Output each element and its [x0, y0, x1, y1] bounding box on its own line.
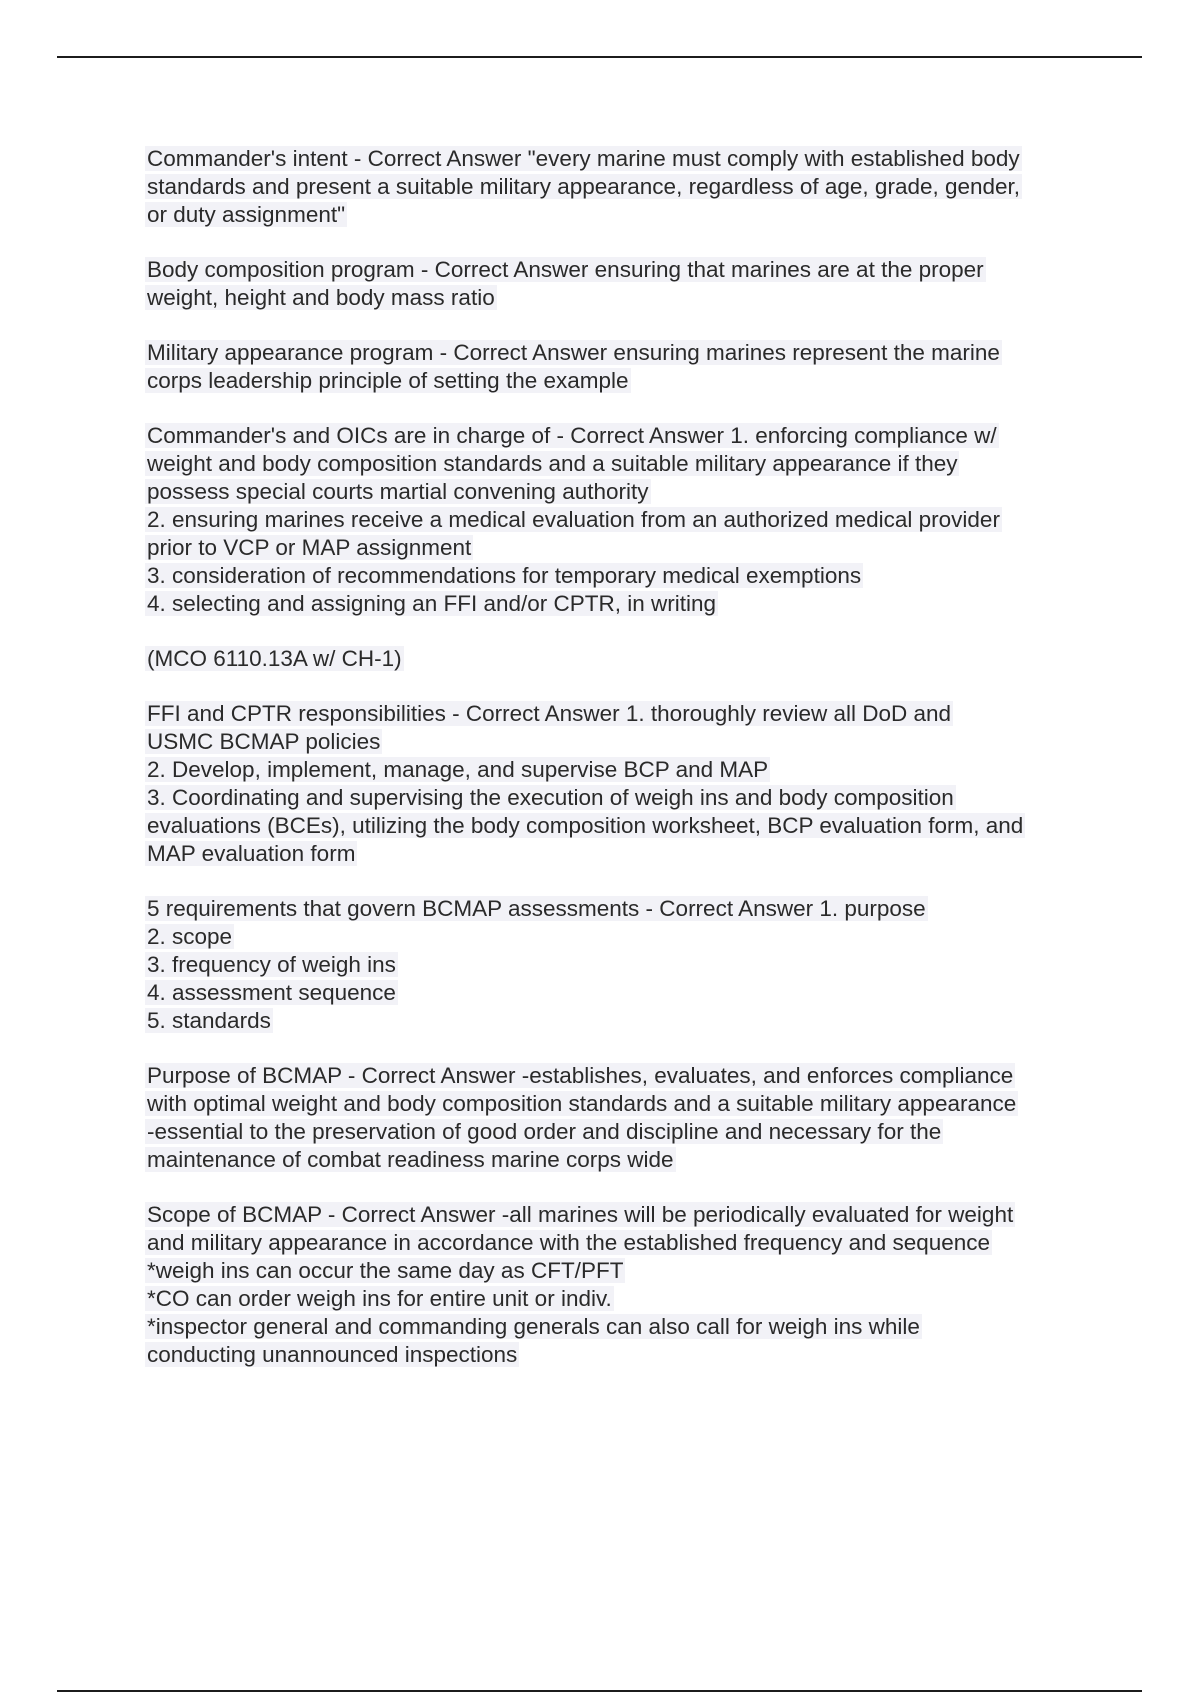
- qa-entry-ffi-cptr-responsibilities: [145, 700, 1085, 868]
- text-line: with optimal weight and body composition standards and a suitable military appearance: [147, 1091, 1017, 1116]
- text-line: Scope of BCMAP - Correct Answer -all marines will be periodically evaluated for weight: [147, 1202, 1014, 1227]
- text-line: Military appearance program - Correct Answer ensuring marines represent the marine: [147, 340, 1000, 365]
- qa-entry-commanders-oics: [145, 422, 1085, 618]
- text-line: Body composition program - Correct Answer ensuring that marines are at the proper: [147, 257, 984, 282]
- text-line: FFI and CPTR responsibilities - Correct Answer 1. thoroughly review all DoD and: [147, 701, 952, 726]
- text-line: 5 requirements that govern BCMAP assessments - Correct Answer 1. purpose: [147, 896, 926, 921]
- text-line: -essential to the preservation of good order and discipline and necessary for the: [147, 1119, 942, 1144]
- text-line: weight, height and body mass ratio: [147, 285, 495, 310]
- text-line: 4. selecting and assigning an FFI and/or CPTR, in writing: [147, 591, 717, 616]
- text-line: possess special courts martial convening authority: [147, 479, 649, 504]
- text-line: weight and body composition standards and a suitable military appearance if they: [147, 451, 958, 476]
- header-rule: [57, 56, 1142, 58]
- text-line: or duty assignment": [147, 202, 346, 227]
- qa-entry-bcmap-requirements: [145, 895, 1085, 1035]
- document-body: [145, 145, 1085, 1396]
- qa-entry-commanders-intent: [145, 145, 1085, 229]
- text-line: Purpose of BCMAP - Correct Answer -establishes, evaluates, and enforces compliance: [147, 1063, 1014, 1088]
- text-line: standards and present a suitable military appearance, regardless of age, grade, gender,: [147, 174, 1021, 199]
- text-line: Commander's and OICs are in charge of - Correct Answer 1. enforcing compliance w/: [147, 423, 997, 448]
- text-line: 2. scope: [147, 924, 233, 949]
- text-line: MAP evaluation form: [147, 841, 356, 866]
- text-line: Commander's intent - Correct Answer "every marine must comply with established body: [147, 146, 1020, 171]
- qa-entry-scope-of-bcmap: [145, 1201, 1085, 1369]
- text-line: (MCO 6110.13A w/ CH-1): [147, 646, 402, 671]
- footer-rule: [57, 1690, 1142, 1692]
- reference-citation: [145, 645, 1085, 673]
- text-line: *inspector general and commanding generals can also call for weigh ins while: [147, 1314, 920, 1339]
- text-line: maintenance of combat readiness marine corps wide: [147, 1147, 674, 1172]
- text-line: and military appearance in accordance with the established frequency and sequence: [147, 1230, 991, 1255]
- text-line: 5. standards: [147, 1008, 271, 1033]
- text-line: *weigh ins can occur the same day as CFT/PFT: [147, 1258, 624, 1283]
- qa-entry-military-appearance-program: [145, 339, 1085, 395]
- qa-entry-body-composition-program: [145, 256, 1085, 312]
- text-line: USMC BCMAP policies: [147, 729, 381, 754]
- text-line: *CO can order weigh ins for entire unit or indiv.: [147, 1286, 612, 1311]
- qa-entry-purpose-of-bcmap: [145, 1062, 1085, 1174]
- text-line: 3. frequency of weigh ins: [147, 952, 396, 977]
- text-line: prior to VCP or MAP assignment: [147, 535, 472, 560]
- text-line: corps leadership principle of setting the example: [147, 368, 629, 393]
- text-line: conducting unannounced inspections: [147, 1342, 518, 1367]
- text-line: 2. ensuring marines receive a medical evaluation from an authorized medical provider: [147, 507, 1000, 532]
- text-line: 3. consideration of recommendations for temporary medical exemptions: [147, 563, 862, 588]
- text-line: 4. assessment sequence: [147, 980, 396, 1005]
- text-line: 2. Develop, implement, manage, and supervise BCP and MAP: [147, 757, 769, 782]
- text-line: 3. Coordinating and supervising the execution of weigh ins and body composition: [147, 785, 954, 810]
- text-line: evaluations (BCEs), utilizing the body composition worksheet, BCP evaluation form, and: [147, 813, 1024, 838]
